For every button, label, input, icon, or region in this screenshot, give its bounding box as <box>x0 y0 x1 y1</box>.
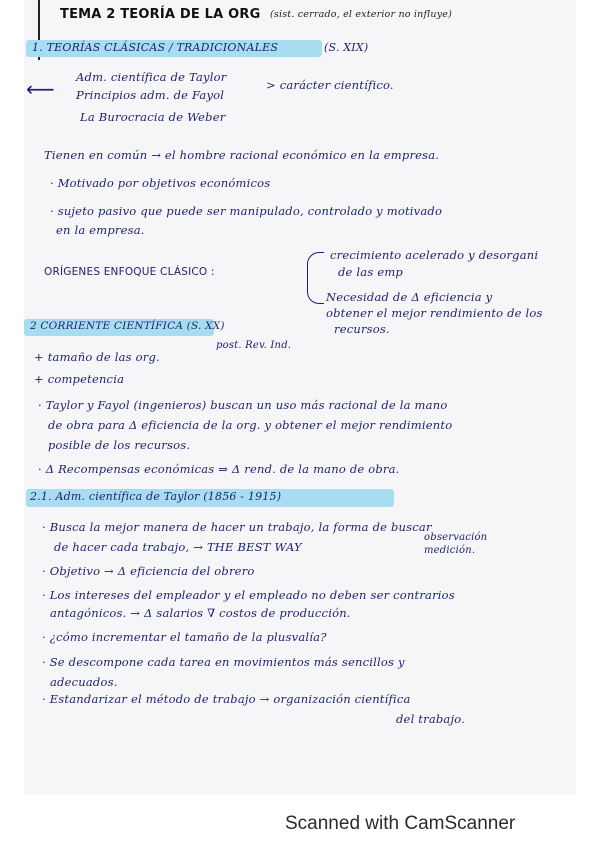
estandarizar-line-2: del trabajo. <box>396 712 466 726</box>
taylor-fayol-2: de obra para Δ eficiencia de la org. y obtener el mejor rendimiento <box>48 418 453 432</box>
bullet-motivado: · Motivado por objetivos económicos <box>50 176 271 190</box>
intereses-line-2: antagónicos. → Δ salarios ∇ costos de producción. <box>50 606 351 620</box>
section-1-tag: (S. XIX) <box>324 41 369 54</box>
origenes-label: ORÍGENES ENFOQUE CLÁSICO : <box>44 266 215 278</box>
plus-competencia: + competencia <box>34 372 125 386</box>
notebook-page <box>24 0 576 795</box>
section-2-heading: 2 CORRIENTE CIENTÍFICA (S. XX) <box>30 320 225 332</box>
descompone-line-1: · Se descompone cada tarea en movimientos más sencillos y <box>42 655 405 669</box>
list-item-taylor: Adm. científica de Taylor <box>76 70 227 84</box>
arrow-left-icon: ⟵ <box>26 77 55 101</box>
bullet-sujeto-pasivo: · sujeto pasivo que puede ser manipulado, controlado y motivado <box>50 204 443 218</box>
origen-1b: de las emp <box>338 265 403 279</box>
taylor-fayol-3: posible de los recursos. <box>48 438 191 452</box>
busca-line-2: de hacer cada trabajo, → THE BEST WAY <box>54 540 302 554</box>
origen-1a: crecimiento acelerado y desorgani <box>330 248 539 262</box>
title-note: (sist. cerrado, el exterior no influye) <box>270 9 453 20</box>
taylor-fayol-1: · Taylor y Fayol (ingenieros) buscan un uso más racional de la mano <box>38 398 448 412</box>
busca-line-1: · Busca la mejor manera de hacer un trabajo, la forma de buscar <box>42 520 432 534</box>
descompone-line-2: adecuados. <box>50 675 118 689</box>
plusvalia-line: · ¿cómo incrementar el tamaño de la plusvalía? <box>42 630 327 644</box>
best-way-note-1: observación <box>424 532 488 543</box>
objetivo-line: · Objetivo → Δ eficiencia del obrero <box>42 564 255 578</box>
origenes-brace <box>307 252 324 304</box>
list-note: > carácter científico. <box>266 78 394 92</box>
origen-2a: Necesidad de Δ eficiencia y <box>326 290 493 304</box>
origen-2c: recursos. <box>334 322 390 336</box>
list-item-weber: La Burocracia de Weber <box>80 110 226 124</box>
intereses-line-1: · Los intereses del empleador y el empleado no deben ser contrarios <box>42 588 455 602</box>
common-line: Tienen en común → el hombre racional económico en la empresa. <box>44 148 440 162</box>
section-2-post-note: post. Rev. Ind. <box>216 340 292 351</box>
estandarizar-line-1: · Estandarizar el método de trabajo → organización científica <box>42 692 411 706</box>
section-1-heading: 1. TEORÍAS CLÁSICAS / TRADICIONALES <box>32 41 279 54</box>
section-21-heading: 2.1. Adm. científica de Taylor (1856 - 1915) <box>30 490 282 503</box>
page-title: TEMA 2 TEORÍA DE LA ORG <box>60 7 261 22</box>
scanner-watermark: Scanned with CamScanner <box>285 813 516 834</box>
plus-tamano: + tamaño de las org. <box>34 350 160 364</box>
bullet-sujeto-pasivo-cont: en la empresa. <box>56 223 145 237</box>
best-way-note-2: medición. <box>424 545 476 556</box>
list-item-fayol: Principios adm. de Fayol <box>76 88 225 102</box>
origen-2b: obtener el mejor rendimiento de los <box>326 306 543 320</box>
recompensas-line: · Δ Recompensas económicas ⇒ Δ rend. de la mano de obra. <box>38 462 400 476</box>
